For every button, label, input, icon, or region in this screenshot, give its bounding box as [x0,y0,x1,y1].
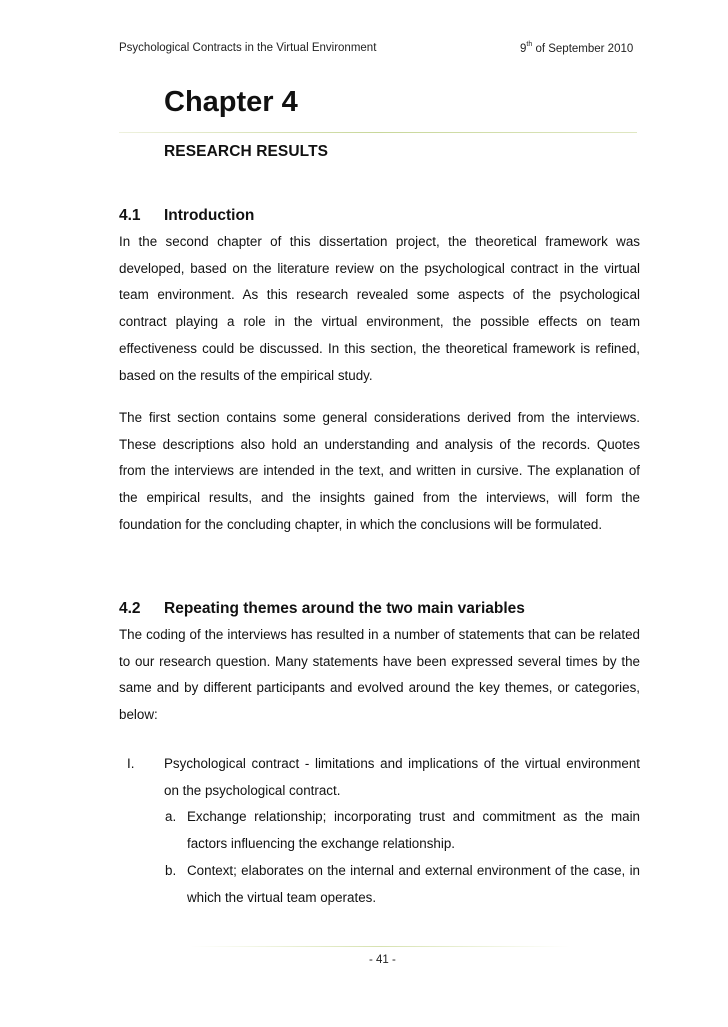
themes-list [119,751,640,911]
sub-list-item [142,804,640,857]
section-title: Repeating themes around the two main variables [164,600,525,617]
section-title: Introduction [164,207,255,224]
paragraph-intro-1: In the second chapter of this dissertation project, the theoretical framework was developed, based on the literature review on the psychological contract in the virtual team environment. As this research revealed some aspects of the psychological contract playing a role in the virtual environment, the possible effects on team effectiveness could be discussed. In this section, the theoretical framework is refined, based on the results of the empirical study. [119,234,640,383]
list-item-text: Psychological contract - limitations and implications of the virtual environment on the psychological contract. [164,756,640,798]
sub-list-item-text: Exchange relationship; incorporating trust and commitment as the main factors influencing the exchange relationship. [187,809,640,852]
sub-list-marker: a. [165,809,177,825]
section-heading-4-1 [119,207,254,225]
page-number: - 41 - [369,954,396,966]
running-header-title: Psychological Contracts in the Virtual Environment [119,42,377,54]
list-marker: I. [127,756,135,771]
sub-list [142,804,640,911]
date-ordinal: th [526,41,533,48]
chapter-divider [119,132,637,133]
section-number: 4.2 [119,600,141,617]
chapter-subtitle: RESEARCH RESULTS [164,143,329,160]
paragraph-intro-2: The first section contains some general considerations derived from the interviews. These descriptions also hold an understanding and analysis of the records. Quotes from the interviews are intended in the text, and written in cursive. The explanation of the empirical results, and the insights gained from the interviews, will form the foundation for the concluding chapter, in which the conclusions will be formulated. [119,410,640,532]
sub-list-marker: b. [165,862,177,878]
footer-divider [190,946,570,947]
date-day: 9 [520,42,527,55]
paragraph-themes: The coding of the interviews has resulted in a number of statements that can be related to our research question. Many statements have been expressed several times by the same and by different participants and evolved around the key themes, or categories, below: [119,627,640,723]
running-header-date [520,42,633,55]
section-number: 4.1 [119,207,141,224]
section-heading-4-2 [119,600,525,618]
sub-list-item [142,858,640,911]
chapter-title: Chapter 4 [164,86,298,118]
list-item [119,751,640,804]
sub-list-item-text: Context; elaborates on the internal and external environment of the case, in which the virtual team operates. [187,862,640,905]
date-rest: of September 2010 [532,42,634,55]
